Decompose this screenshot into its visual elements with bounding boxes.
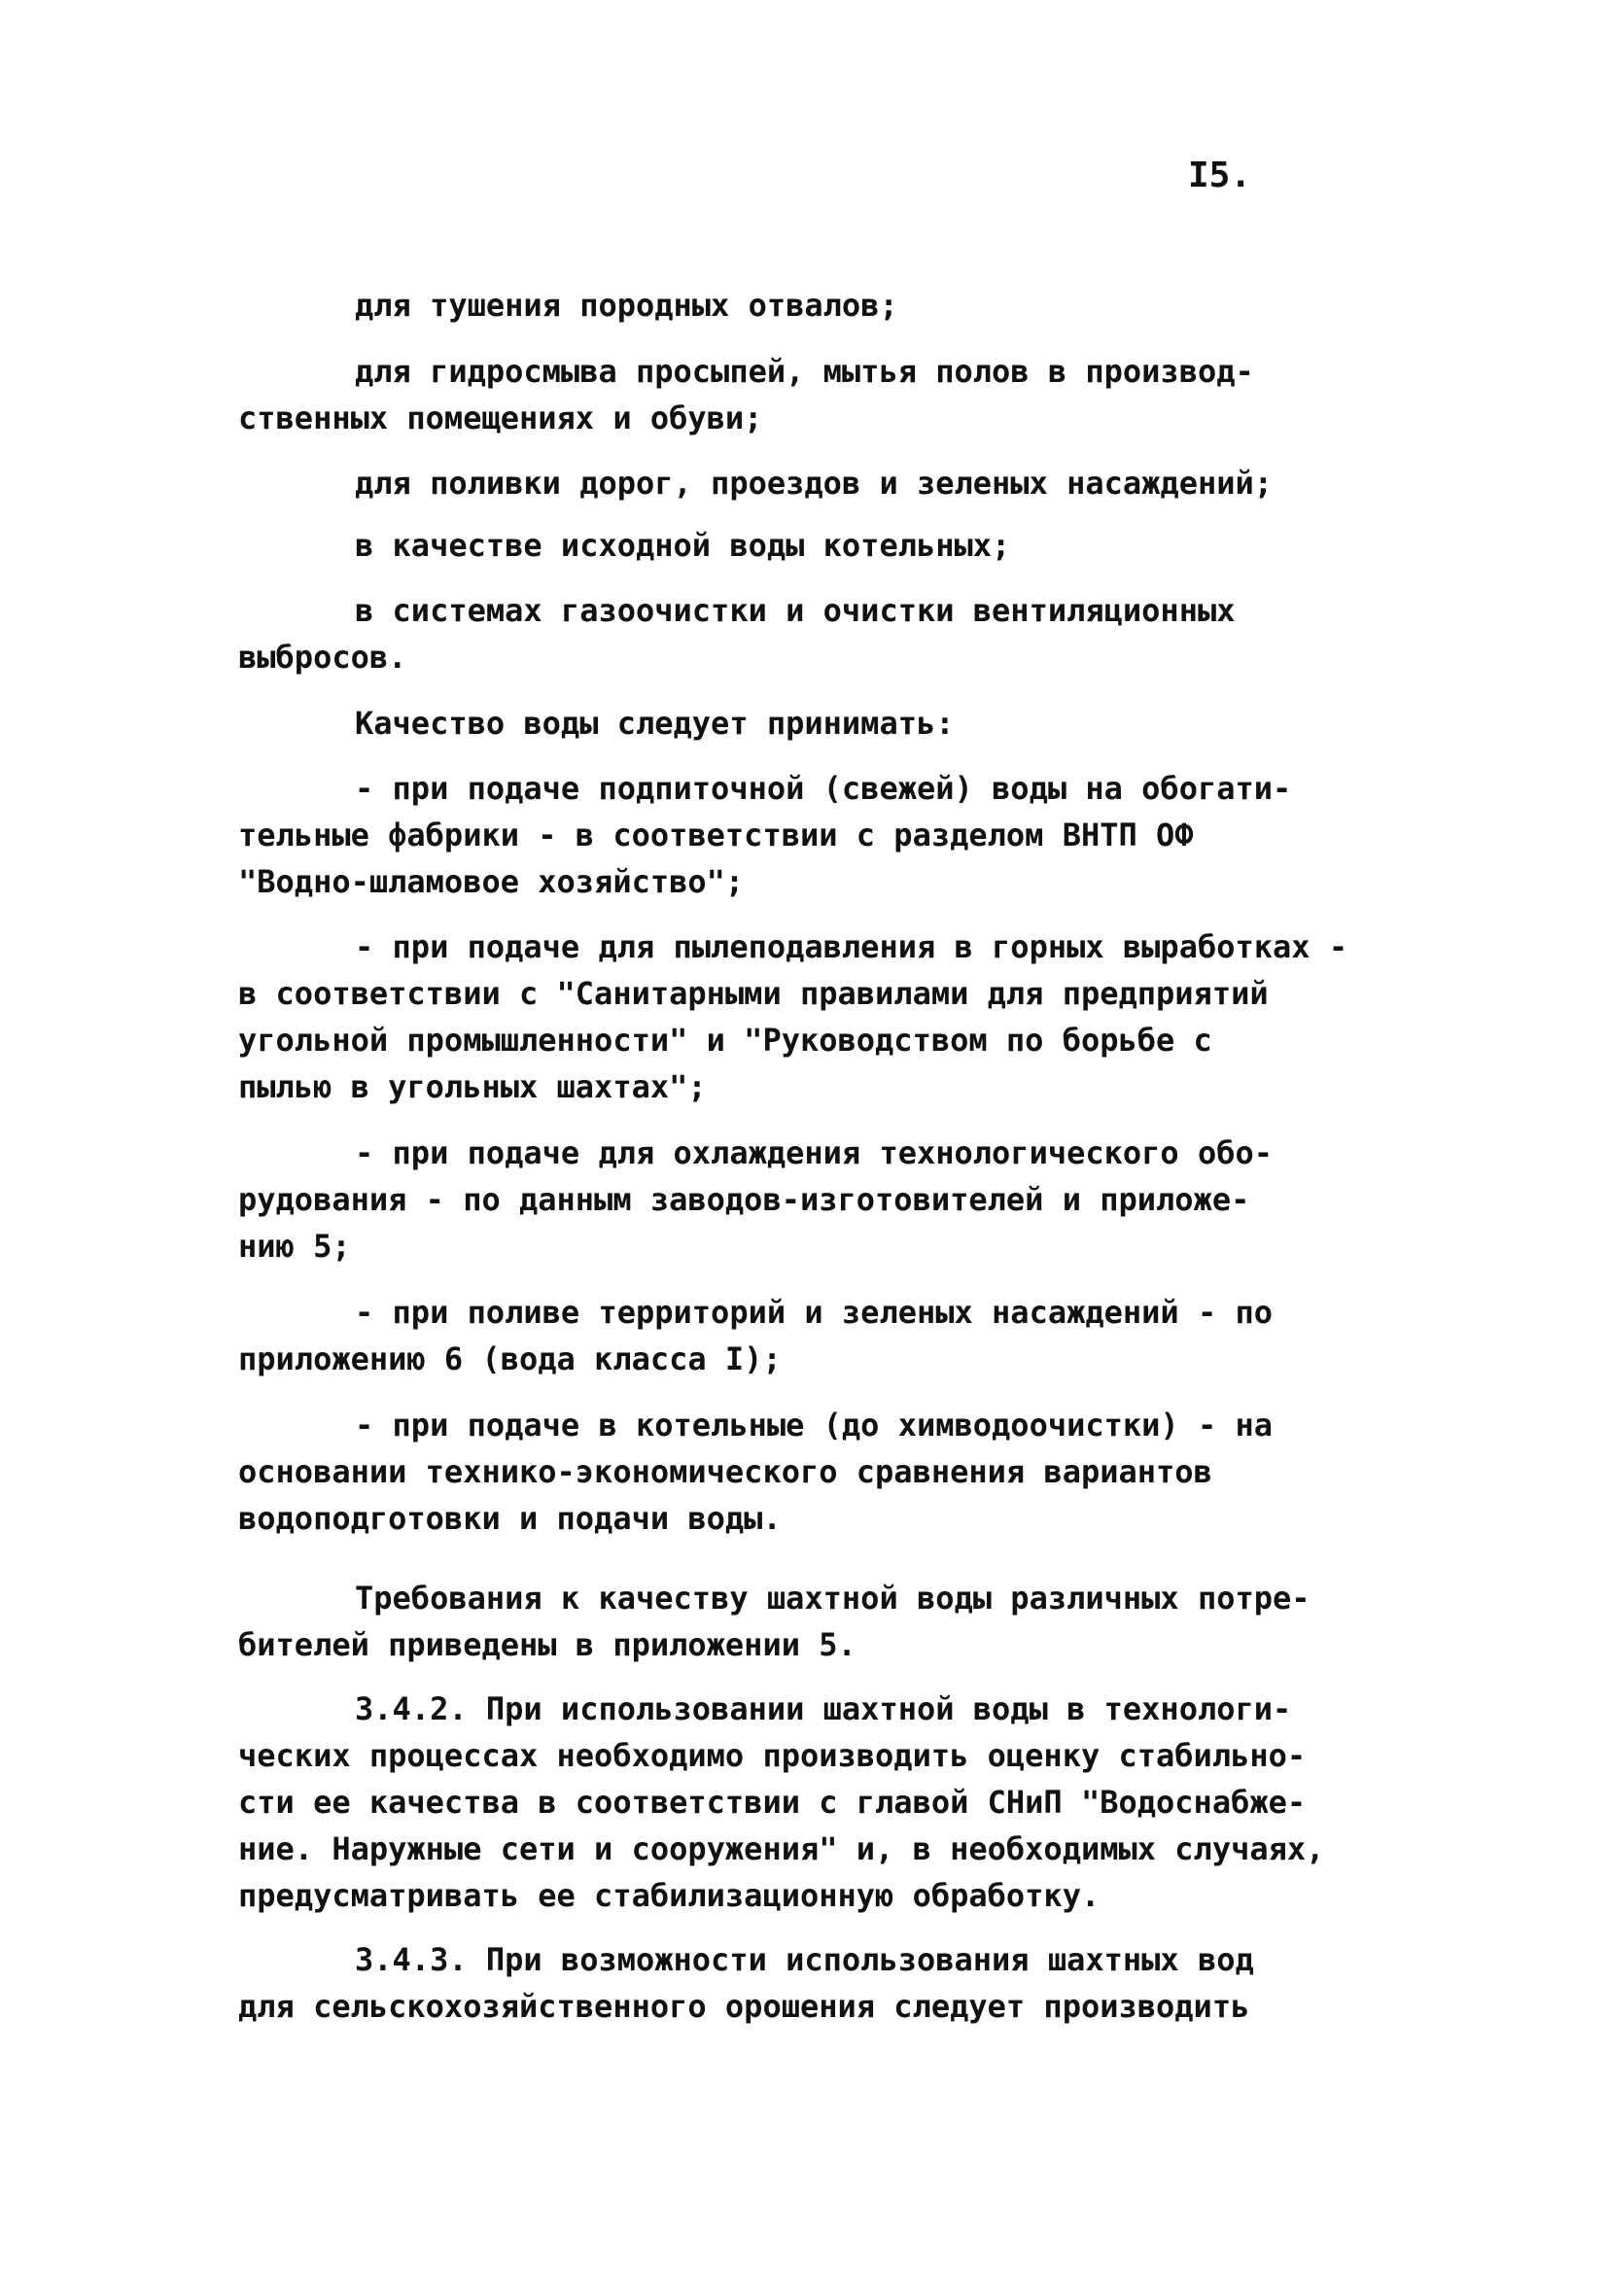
text-line: 3.4.2. При использовании шахтной воды в технологи- <box>355 1690 1292 1727</box>
text-line: Качество воды следует принимать: <box>355 705 955 742</box>
text-line: основании технико-экономического сравнения вариантов <box>238 1453 1212 1490</box>
page-number: I5. <box>1188 156 1252 195</box>
text-line: "Водно-шламовое хозяйство"; <box>238 863 745 900</box>
text-line: приложению 6 (вода класса I); <box>238 1340 782 1377</box>
text-line: - при подаче подпиточной (свежей) воды на обогати- <box>355 770 1292 807</box>
text-line: для поливки дорог, проездов и зеленых насаждений; <box>355 465 1274 502</box>
text-line: выбросов. <box>238 639 407 676</box>
text-line: бителей приведены в приложении 5. <box>238 1626 856 1663</box>
text-line: - при подаче в котельные (до химводоочистки) - на <box>355 1407 1274 1444</box>
text-line: тельные фабрики - в соответствии с разделом ВНТП ОФ <box>238 817 1194 853</box>
text-line: Требования к качеству шахтной воды различных потре- <box>355 1580 1311 1617</box>
text-line: рудования - по данным заводов-изготовителей и приложе- <box>238 1181 1250 1218</box>
text-line: ческих процессах необходимо производить оценку стабильно- <box>238 1737 1307 1774</box>
text-line: для гидросмыва просыпей, мытья полов в производ- <box>355 353 1254 390</box>
text-line: ние. Наружные сети и сооружения" и, в необходимых случаях, <box>238 1830 1325 1867</box>
text-line: предусматривать ее стабилизационную обработку. <box>238 1877 1101 1914</box>
text-line: нию 5; <box>238 1228 351 1265</box>
text-line: сти ее качества в соответствии с главой СНиП "Водоснабже- <box>238 1784 1307 1821</box>
text-line: - при поливе территорий и зеленых насаждений - по <box>355 1294 1274 1331</box>
text-line: для сельскохозяйственного орошения следует производить <box>238 1988 1250 2025</box>
text-line: в системах газоочистки и очистки вентиляционных <box>355 592 1236 629</box>
text-line: 3.4.3. При возможности использования шахтных вод <box>355 1941 1254 1978</box>
text-line: для тушения породных отвалов; <box>355 287 898 324</box>
text-line: - при подаче для охлаждения технологического обо- <box>355 1134 1274 1171</box>
text-line: ственных помещениях и обуви; <box>238 400 763 436</box>
text-line: водоподготовки и подачи воды. <box>238 1500 782 1537</box>
text-line: угольной промышленности" и "Руководством по борьбе с <box>238 1022 1212 1059</box>
text-line: пылью в угольных шахтах"; <box>238 1068 707 1105</box>
text-line: - при подаче для пылеподавления в горных выработках - <box>355 928 1348 965</box>
text-line: в соответствии с "Санитарными правилами для предприятий <box>238 975 1269 1012</box>
text-line: в качестве исходной воды котельных; <box>355 527 1011 564</box>
